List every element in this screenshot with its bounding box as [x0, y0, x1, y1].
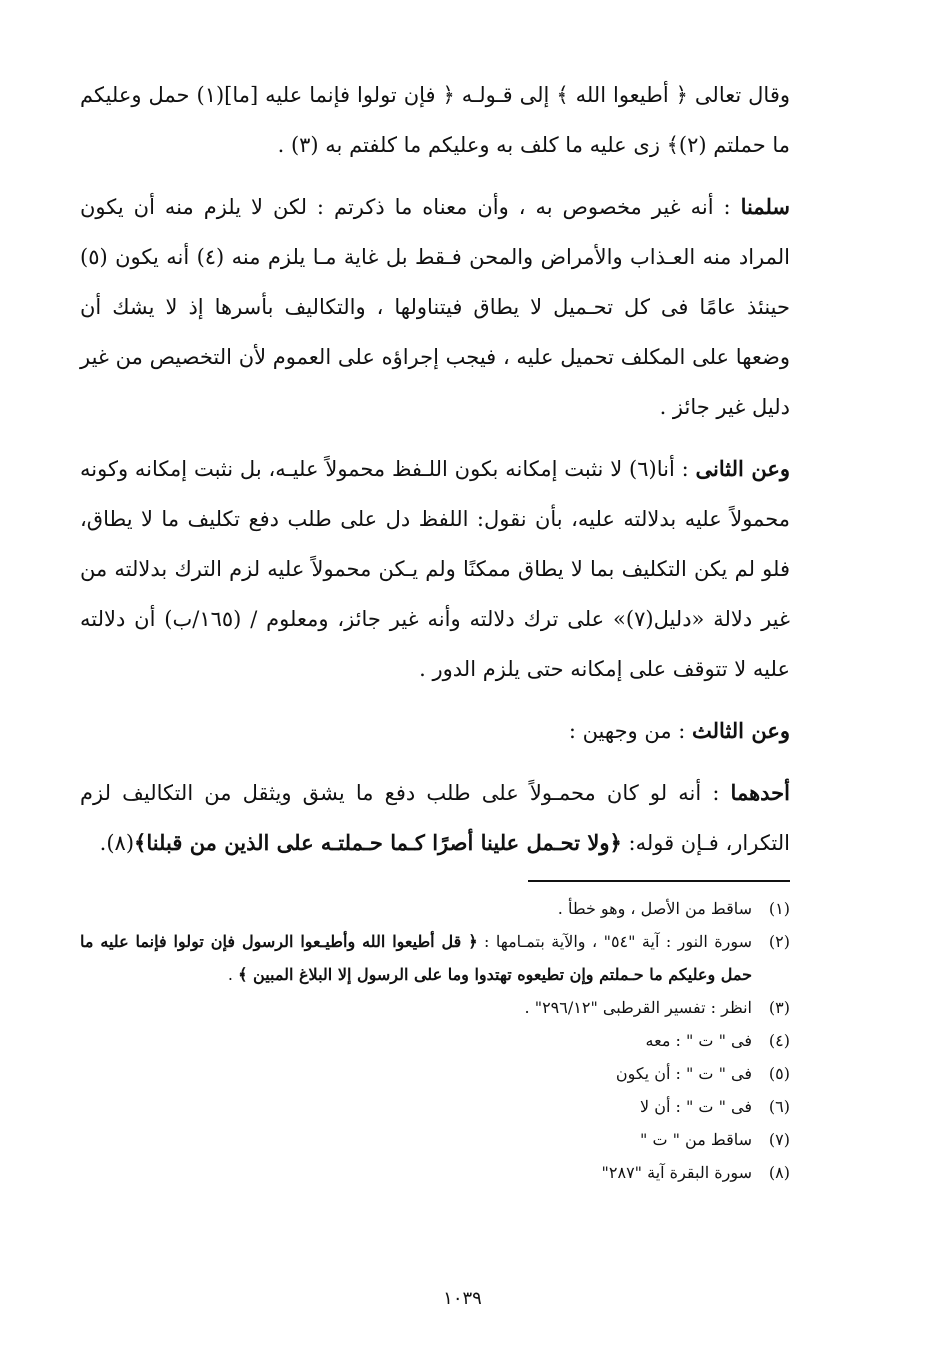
footnote-2-tail: .: [227, 965, 239, 984]
footnote-8: [80, 1156, 790, 1189]
paragraph-4: [80, 706, 790, 756]
paragraph-3-lead: وعن الثانى: [695, 456, 790, 481]
footnote-7: [80, 1123, 790, 1156]
main-text: [80, 70, 790, 868]
paragraph-2: [80, 182, 790, 432]
footnote-separator-wrap: [80, 880, 790, 882]
page-number: ١٠٣٩: [443, 1288, 482, 1309]
footnote-number: (٥): [768, 1064, 790, 1083]
footnote-text: فى " ت " : أن لا: [640, 1097, 752, 1116]
footnote-3: [80, 991, 790, 1024]
footnote-text: ساقط من " ت ": [640, 1130, 752, 1149]
paragraph-3-text: : أنا(٦) لا نثبت إمكانه بكون اللـفظ محمولاً عليـه، بل نثبت إمكانه وكونه محمولاً عليه بدلالته عليه، بأن نقول: اللفظ دل على طلب دفع تكليف ما لا يطاق، فلو لم يكن التكليف بما لا يطاق ممكنًا ولم يـكن محمولاً عليه لزم الترك بدلالته من غير دلالة «دليل(٧)» على ترك دلالته وأنه غير جائز، ومعلوم / (١٦٥/ب) أن دلالته عليه لا تتوقف على إمكانه حتى يلزم الدور .: [80, 457, 790, 681]
page-body: [80, 70, 790, 1189]
paragraph-4-text: : من وجهين :: [568, 719, 693, 743]
footnote-text: سورة البقرة آية "٢٨٧": [601, 1163, 752, 1182]
paragraph-5: [80, 768, 790, 868]
footnote-number: (١): [768, 899, 790, 918]
footnotes: [80, 892, 790, 1189]
paragraph-1-text: وقال تعالى ﴿ أطيعوا الله ﴾ إلى قـولـه ﴿ فإن تولوا فإنما عليه [ما](١) حمل وعليكم ما حملتم (٢)﴾ زى عليه ما كلف به وعليكم ما كلفتم به (٣) .: [80, 83, 790, 157]
footnote-number: (٧): [768, 1130, 790, 1149]
paragraph-5-tail: (٨).: [99, 831, 135, 855]
footnote-5: [80, 1057, 790, 1090]
footnote-number: (٣): [768, 998, 790, 1017]
footnote-text: انظر : تفسير القرطبى "٢٩٦/١٢" .: [524, 998, 752, 1017]
paragraph-4-lead: وعن الثالث: [692, 718, 790, 743]
paragraph-3: [80, 444, 790, 694]
footnote-text: فى " ت " : أن يكون: [615, 1064, 752, 1083]
footnote-number: (٢): [768, 932, 790, 951]
footnote-number: (٤): [768, 1031, 790, 1050]
footnote-2-text: سورة النور : آية "٥٤" ، والآية بتمـامها :: [477, 932, 752, 951]
quran-quote: ﴿ولا تحـمل علينا أصرًا كـما حـملتـه على الذين من قبلنا﴾: [134, 830, 622, 855]
paragraph-2-text: : أنه غير مخصوص به ، وأن معناه ما ذكرتم : لكن لا يلزم منه أن يكون المراد منه العـذاب والأمراض والمحن فـقط بل غاية مـا يلزم منه (٤) أنه يكون (٥) حينئذ عامًا فى كل تحـميل لا يطاق فيتناولها ، والتكاليف بأسرها إذ لا يشك أن وضعها على المكلف تحميل عليه ، فيجب إجراؤه على العموم لأن التخصيص من غير دليل غير جائز .: [80, 195, 790, 419]
footnote-2-verse: ﴿ قل أطيعوا الله وأطيـعوا الرسول فإن تولوا فإنما عليه ما حمل وعليكم ما حـملتم وإن تطيعوه تهتدوا وما على الرسول إلا البلاغ المبين ﴾: [80, 932, 752, 984]
footnote-4: [80, 1024, 790, 1057]
footnote-number: (٨): [768, 1163, 790, 1182]
footnote-separator: [528, 880, 790, 882]
footnote-text: [80, 925, 752, 991]
paragraph-2-lead: سلمنا: [740, 194, 790, 219]
footnote-2: [80, 925, 790, 991]
paragraph-1: [80, 70, 790, 170]
footnote-1: [80, 892, 790, 925]
footnote-number: (٦): [768, 1097, 790, 1116]
footnote-text: فى " ت " : معه: [645, 1031, 752, 1050]
paragraph-5-lead: أحدهما: [730, 780, 790, 805]
paragraph-5-text: : أنه لو كان محمـولاً على طلب دفع ما يشق ويثقل من التكاليف لزم التكرار، فـإن قوله:: [80, 781, 790, 855]
footnote-text: ساقط من الأصل ، وهو خطأ .: [557, 899, 752, 918]
footnote-6: [80, 1090, 790, 1123]
